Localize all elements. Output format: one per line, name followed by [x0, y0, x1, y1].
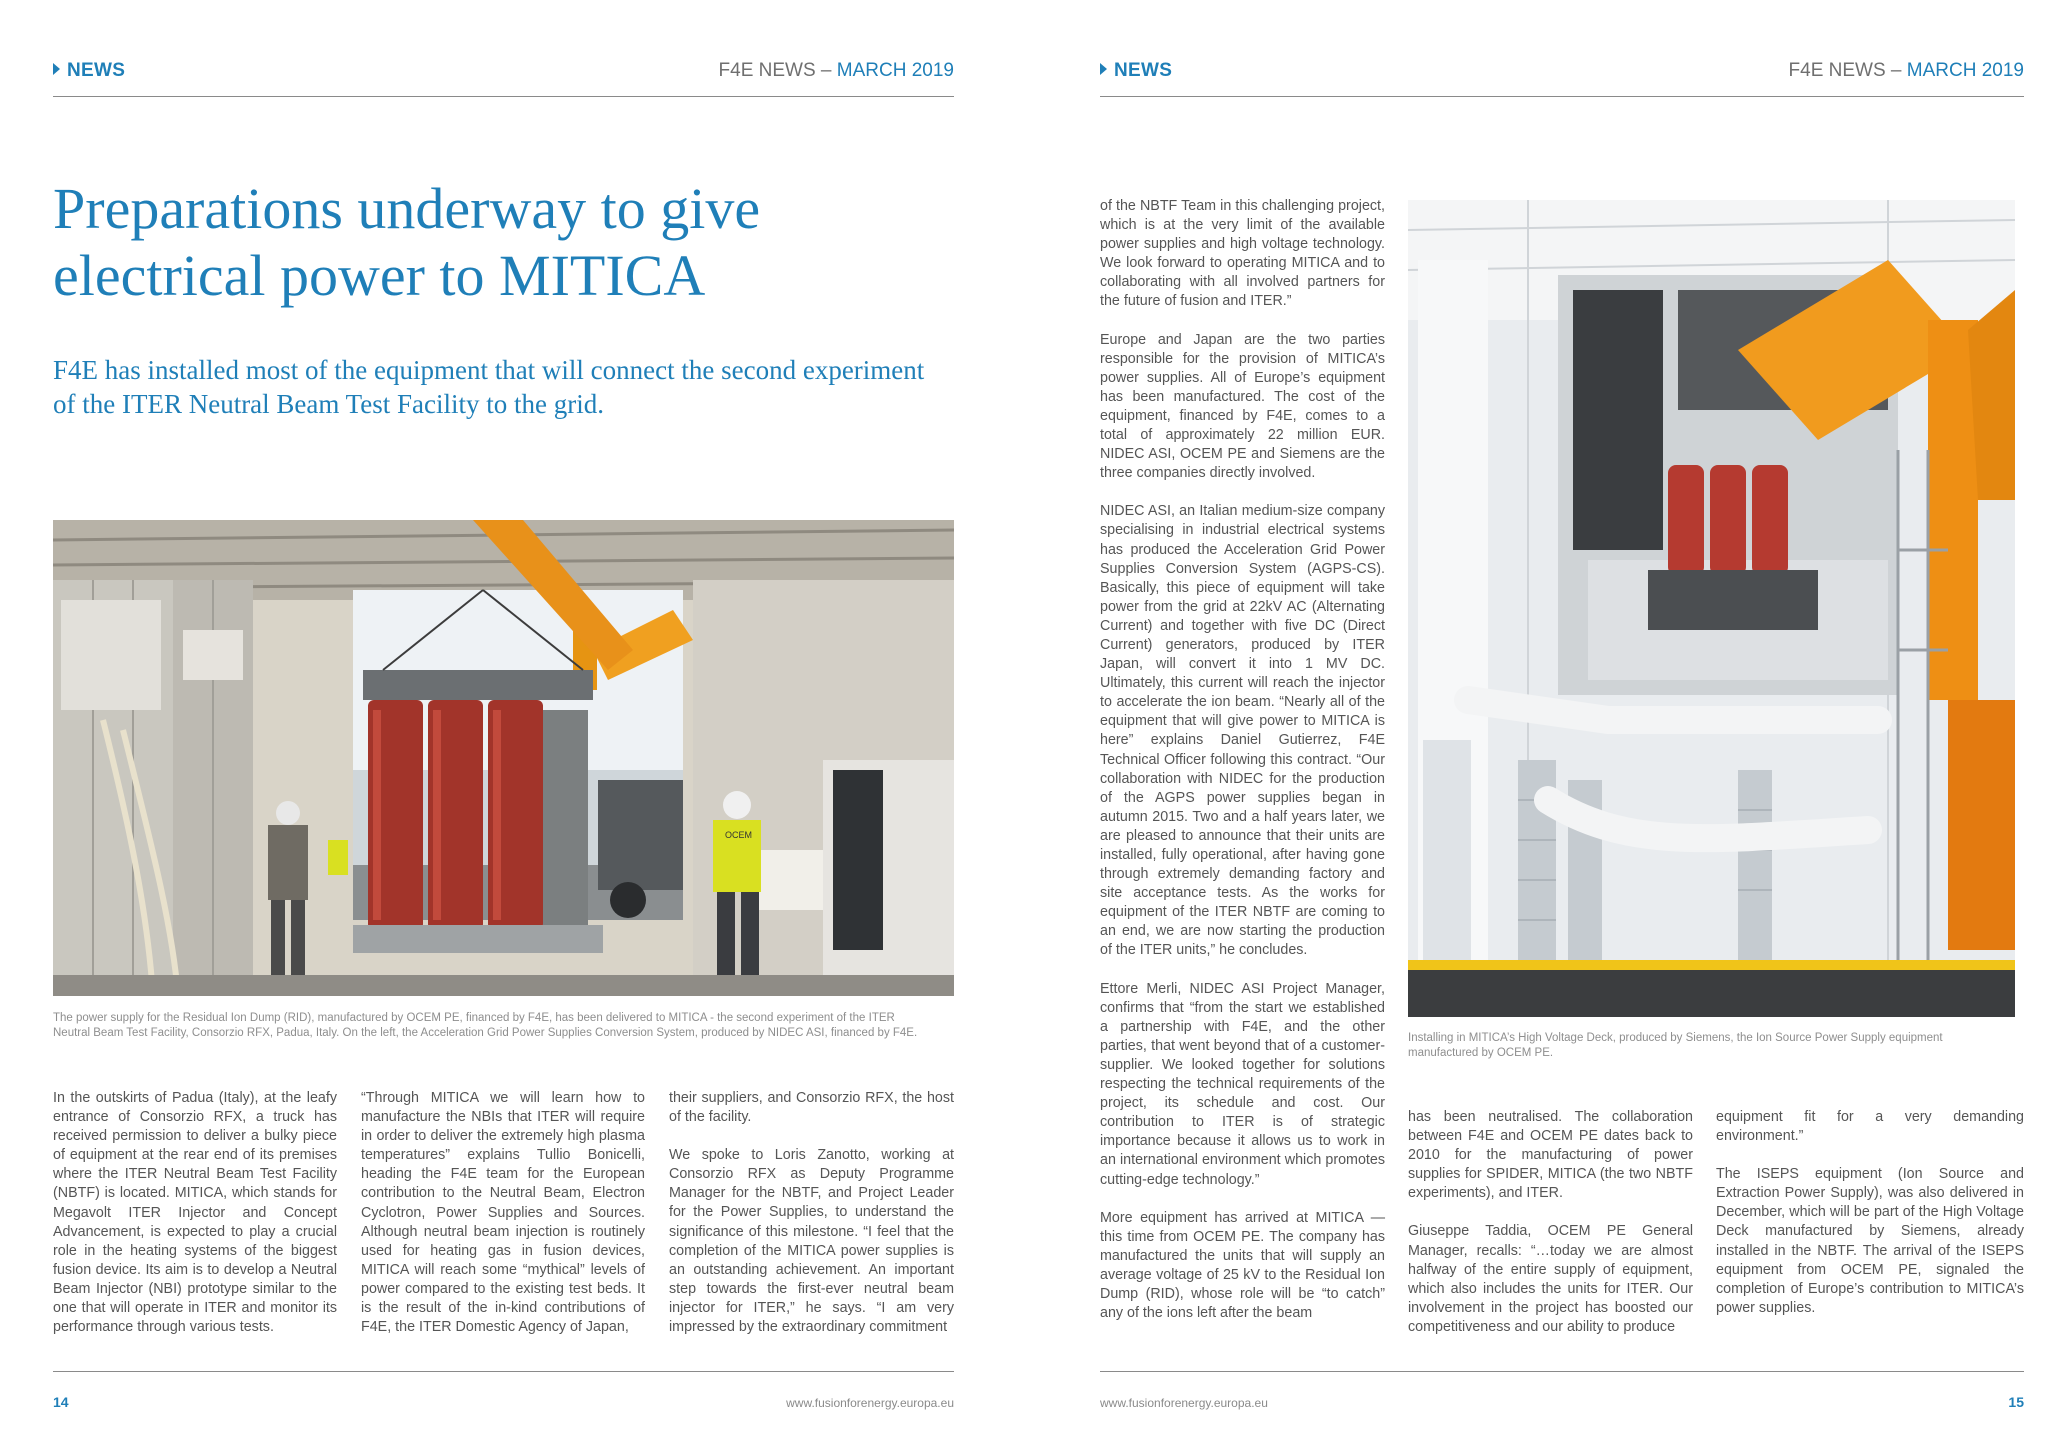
paragraph: their suppliers, and Consorzio RFX, the host of the facility.: [669, 1090, 954, 1126]
paragraph: Giuseppe Taddia, OCEM PE General Manager, recalls: “…today we are almost halfway of the entire supply of equipment, which also includes the units for ITER. Our involvement in the project has boosted our competitiveness and our ability to produce: [1408, 1223, 1693, 1335]
page-number: 15: [2008, 1394, 2024, 1410]
paragraph: has been neutralised. The collaboration between F4E and OCEM PE dates back to 2010 for the manufacturing of power supplies for SPIDER, MITICA (the two NBTF experiments), and ITER.: [1408, 1109, 1693, 1202]
paragraph: More equipment has arrived at MITICA — this time from OCEM PE. The company has manufactured the units that will supply an average voltage of 25 kV to the Residual Ion Dump (RID), whose role will be “to catch” any of the ions left after the beam: [1100, 1209, 1385, 1322]
triangle-bullet-icon: [53, 63, 60, 75]
article-column-2: [361, 1089, 645, 1337]
footer-rule: [1100, 1371, 2024, 1372]
paragraph: of the NBTF Team in this challenging project, which is at the very limit of the available power supplies and high voltage technology. We look forward to operating MITICA and to collaborating with all involved partners for the future of fusion and ITER.”: [1100, 198, 1385, 310]
high-voltage-deck-illustration: [1408, 200, 2015, 1017]
article-column-6: [1716, 1108, 2024, 1318]
right-page: [1024, 0, 2048, 1447]
paragraph: Europe and Japan are the two parties responsible for the provision of MITICA’s power supplies. All of Europe’s equipment has been manufactured. The cost of the equipment, financed by F4E, comes to a total of approximately 22 million EUR. NIDEC ASI, OCEM PE and Siemens are the three companies directly involved.: [1100, 331, 1385, 482]
article-column-3: [669, 1089, 954, 1337]
paragraph: In the outskirts of Padua (Italy), at the leafy entrance of Consorzio RFX, a truck has received permission to deliver a bulky piece of equipment at the rear end of its premises where the ITER Neutral Beam Test Facility (NBTF) is located. MITICA, which stands for Megavolt ITER Injector and Concept Advancement, is expected to play a crucial role in the heating systems of the biggest fusion device. Its aim is to develop a Neutral Beam Injector (NBI) prototype similar to the one that will operate in ITER and monitor its performance through various tests.: [53, 1090, 337, 1336]
section-tag: NEWS: [53, 60, 125, 82]
photo-sign-text: OCEM: [725, 830, 752, 840]
header-rule: [53, 96, 954, 97]
section-tag: NEWS: [1100, 60, 1172, 82]
paragraph: Ettore Merli, NIDEC ASI Project Manager, confirms that “from the start we established a partnership with F4E, and the other parties, that went beyond that of a customer-supplier. We looked together for solutions respecting the technical requirements of the project, its schedule and cost. Our contribution to ITER is of strategic importance because it allows us to work in an international environment which promotes cutting-edge technology.”: [1100, 980, 1385, 1188]
photo-caption: Installing in MITICA’s High Voltage Deck, produced by Siemens, the Ion Source Power Supply equipment manufactured by OCEM PE.: [1408, 1032, 1943, 1059]
website-url[interactable]: www.fusionforenergy.europa.eu: [786, 1396, 954, 1410]
triangle-bullet-icon: [1100, 63, 1107, 75]
paragraph: The ISEPS equipment (Ion Source and Extraction Power Supply), was also delivered in December, which will be part of the High Voltage Deck manufactured by Siemens, already installed in the NBTF. The arrival of the ISEPS equipment from OCEM PE, signaled the completion of Europe’s contribution to MITICA’s power supplies.: [1716, 1166, 2024, 1316]
article-headline: Preparations underway to give electrical power to MITICA: [53, 176, 761, 308]
article-subheading: F4E has installed most of the equipment that will connect the second experiment of the ITER Neutral Beam Test Facility to the grid.: [53, 355, 925, 419]
article-column-4: [1100, 197, 1385, 1323]
paragraph: equipment fit for a very demanding environment.”: [1716, 1109, 2024, 1145]
issue-label: F4E NEWS – MARCH 2019: [1788, 60, 2024, 81]
paragraph: “Through MITICA we will learn how to manufacture the NBIs that ITER will require in order to deliver the extremely high plasma temperatures” explains Tullio Bonicelli, heading the F4E team for the European contribution to the Neutral Beam, Electron Cyclotron, Power Supplies and Sources. Although neutral beam injection is routinely used for heating gas in fusion devices, MITICA will reach some “mythical” levels of power compared to the existing test beds. It is the result of the in-kind contributions of F4E, the ITER Domestic Agency of Japan,: [361, 1090, 645, 1336]
high-voltage-deck-photo: [1408, 200, 2015, 1017]
article-column-1: [53, 1089, 337, 1337]
website-url[interactable]: www.fusionforenergy.europa.eu: [1100, 1396, 1268, 1410]
paragraph: NIDEC ASI, an Italian medium-size company specialising in industrial electrical systems has produced the Acceleration Grid Power Supplies Conversion System (AGPS-CS). Basically, this piece of equipment will take power from the grid at 22kV AC (Alternating Current) and together with five DC (Direct Current) generators, produced by ITER Japan, will convert it into 1 MV DC. Ultimately, this current will reach the injector to accelerate the ion beam. “Nearly all of the equipment that will give power to MITICA is here” explains Daniel Gutierrez, F4E Technical Officer following this contract. “Our collaboration with NIDEC for the production of the AGPS power supplies began in autumn 2015. Two and a half years later, we are pleased to announce that their units are installed, fully operational, after having gone through extremely demanding factory and site acceptance tests. As the works for equipment of the ITER NBTF are coming to an end, we are now starting the production of the ITER units,” he concludes.: [1100, 503, 1385, 959]
footer-rule: [53, 1371, 954, 1372]
page-number: 14: [53, 1394, 69, 1410]
header-rule: [1100, 96, 2024, 97]
article-column-5: [1408, 1108, 1693, 1337]
warehouse-photo-illustration: [53, 520, 954, 996]
warehouse-photo: [53, 520, 954, 996]
photo-caption: The power supply for the Residual Ion Dump (RID), manufactured by OCEM PE, financed by F4E, has been delivered to MITICA - the second experiment of the ITER Neutral Beam Test Facility, Consorzio RFX, Padua, Italy. On the left, the Acceleration Grid Power Supplies Conversion System, produced by NIDEC ASI, financed by F4E.: [53, 1012, 918, 1039]
issue-label: F4E NEWS – MARCH 2019: [718, 60, 954, 81]
paragraph: We spoke to Loris Zanotto, working at Consorzio RFX as Deputy Programme Manager for the NBTF, and Project Leader for the Power Supplies, to understand the significance of this milestone. “I feel that the completion of the MITICA power supplies is an outstanding achievement. An important step towards the first-ever neutral beam injector for ITER,” he says. “I am very impressed by the extraordinary commitment: [669, 1147, 954, 1336]
